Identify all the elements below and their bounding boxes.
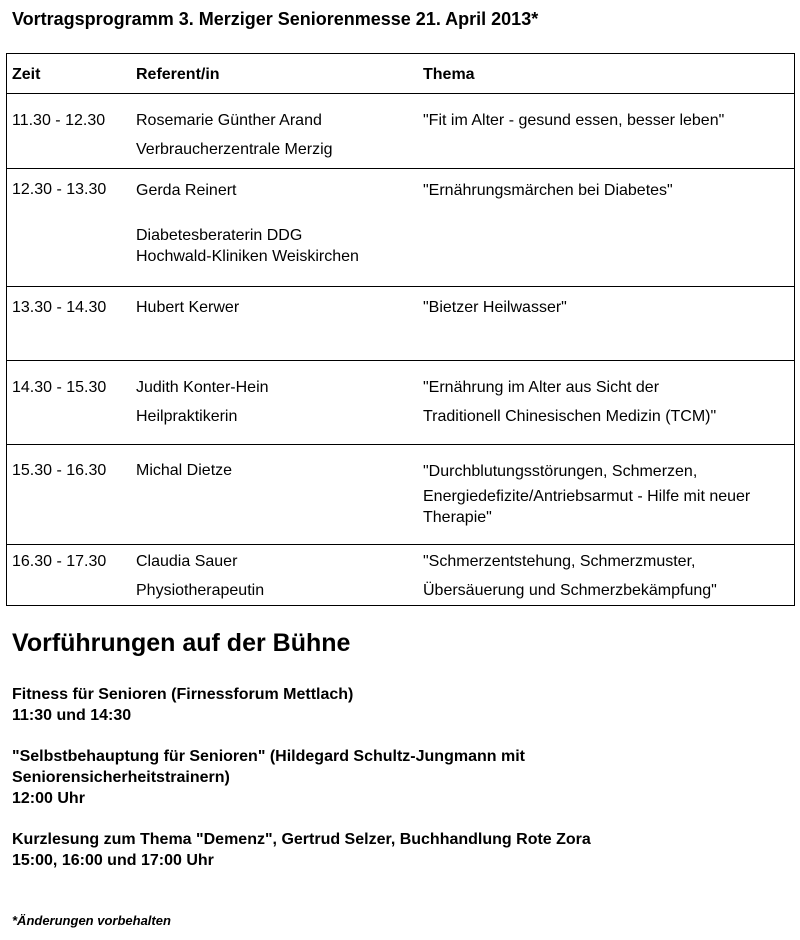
demo-title: Fitness für Senioren (Firnessforum Mettlach) xyxy=(12,686,354,703)
time-cell: 15.30 - 16.30 xyxy=(12,462,107,479)
speaker-affiliation: Diabetesberaterin DDG xyxy=(136,227,303,244)
column-header-topic: Thema xyxy=(423,54,795,94)
topic-text: Therapie" xyxy=(423,509,492,526)
speaker-spacer xyxy=(136,200,423,224)
demo-item xyxy=(12,746,525,809)
page-title: Vortragsprogramm 3. Merziger Seniorenmesse 21. April 2013* xyxy=(12,9,539,29)
table-row xyxy=(7,287,795,361)
table-row xyxy=(7,94,795,169)
topic-text: "Ernährung im Alter aus Sicht der xyxy=(423,379,660,396)
speaker-name: Hubert Kerwer xyxy=(136,299,240,316)
topic-text: "Ernährungsmärchen bei Diabetes" xyxy=(423,182,673,199)
demo-time: 12:00 Uhr xyxy=(12,790,85,807)
demo-item xyxy=(12,684,353,726)
speaker-affiliation: Verbraucherzentrale Merzig xyxy=(136,141,333,158)
topic-text: "Schmerzentstehung, Schmerzmuster, xyxy=(423,553,696,570)
table-header-row xyxy=(7,54,795,94)
time-cell: 12.30 - 13.30 xyxy=(12,181,107,198)
demo-time: 15:00, 16:00 und 17:00 Uhr xyxy=(12,852,214,869)
topic-text: "Bietzer Heilwasser" xyxy=(423,299,567,316)
section-heading: Vorführungen auf der Bühne xyxy=(12,629,351,657)
program-table xyxy=(6,53,795,606)
topic-text: Energiedefizite/Antriebsarmut - Hilfe mit neuer xyxy=(423,488,751,505)
time-cell: 14.30 - 15.30 xyxy=(12,379,107,396)
speaker-name: Gerda Reinert xyxy=(136,182,237,199)
topic-text: Übersäuerung und Schmerzbekämpfung" xyxy=(423,582,717,599)
demo-title: Seniorensicherheitstrainern) xyxy=(12,769,230,786)
speaker-name: Judith Konter-Hein xyxy=(136,379,269,396)
topic-text: "Fit im Alter - gesund essen, besser leben" xyxy=(423,112,725,129)
speaker-name: Claudia Sauer xyxy=(136,553,238,570)
speaker-name: Rosemarie Günther Arand xyxy=(136,112,322,129)
column-header-time: Zeit xyxy=(7,54,137,94)
table-row xyxy=(7,361,795,445)
table-row xyxy=(7,545,795,606)
time-cell: 13.30 - 14.30 xyxy=(12,299,107,316)
demo-title: Kurzlesung zum Thema "Demenz", Gertrud Selzer, Buchhandlung Rote Zora xyxy=(12,831,591,848)
topic-text: "Durchblutungsstörungen, Schmerzen, xyxy=(423,463,698,480)
demo-time: 11:30 und 14:30 xyxy=(12,707,132,724)
time-cell: 16.30 - 17.30 xyxy=(12,553,107,570)
table-row xyxy=(7,445,795,545)
table-row xyxy=(7,169,795,287)
speaker-affiliation: Heilpraktikerin xyxy=(136,408,238,425)
demo-item xyxy=(12,829,591,871)
footnote: *Änderungen vorbehalten xyxy=(12,913,171,928)
speaker-affiliation: Hochwald-Kliniken Weiskirchen xyxy=(136,248,359,265)
time-cell: 11.30 - 12.30 xyxy=(12,112,106,129)
topic-text: Traditionell Chinesischen Medizin (TCM)" xyxy=(423,408,717,425)
column-header-speaker: Referent/in xyxy=(136,54,423,94)
speaker-name: Michal Dietze xyxy=(136,462,233,479)
speaker-affiliation: Physiotherapeutin xyxy=(136,582,265,599)
demo-title: "Selbstbehauptung für Senioren" (Hildegard Schultz-Jungmann mit xyxy=(12,748,525,765)
